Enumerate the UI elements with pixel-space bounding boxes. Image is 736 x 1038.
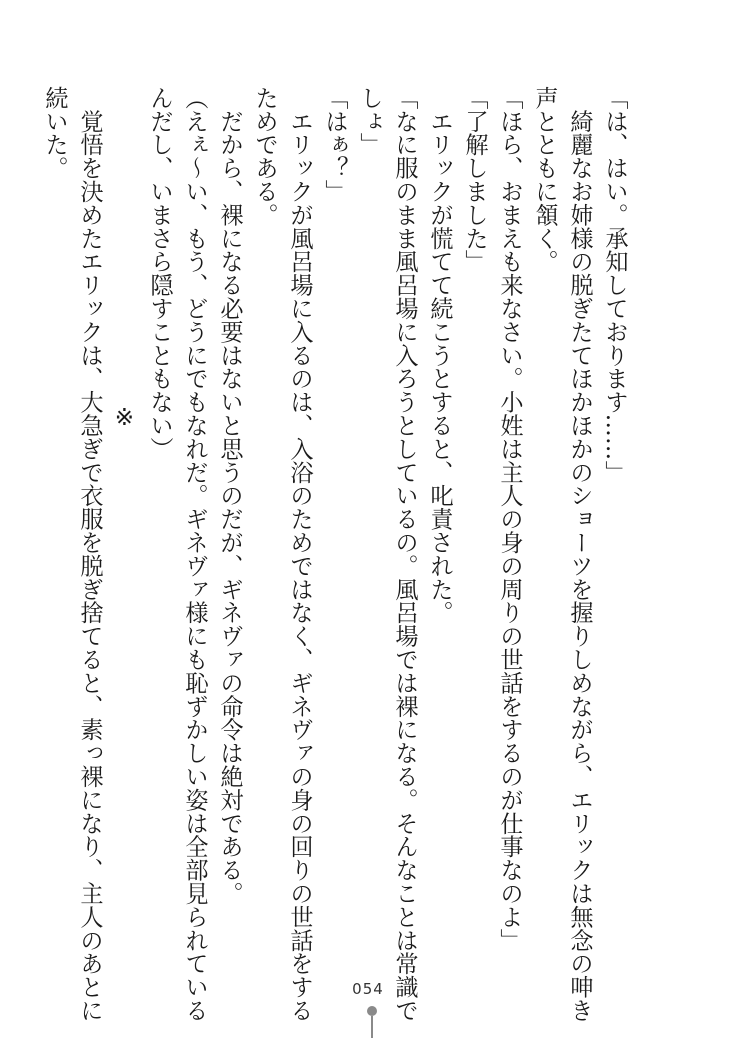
text-line: ためである。: [251, 86, 278, 227]
text-line: エリックが風呂場に入るのは、入浴のためではなく、ギネヴァの身の回りの世話をする: [286, 86, 313, 1022]
text-line: 「なに服のまま風呂場に入ろうとしているの。風呂場では裸になる。そんなことは常識で: [391, 86, 418, 1022]
text-line: 「了解しました」: [461, 86, 488, 274]
text-line: 「はぁ？」: [321, 86, 348, 203]
page-number: 054: [352, 980, 384, 998]
page-marker-dot: [367, 1006, 377, 1016]
text-line: 綺麗なお姉様の脱ぎたてほかほかのショーツを握りしめながら、エリックは無念の呻き: [566, 86, 593, 1022]
text-line: だから、裸になる必要はないと思うのだが、ギネヴァの命令は絶対である。: [216, 86, 243, 905]
page-marker-icon: [367, 1006, 377, 1038]
text-line: 「は、はい。承知しております……」: [601, 86, 628, 484]
text-line: 続いた。: [41, 86, 68, 180]
text-line: 「ほら、おまえも来なさい。小姓は主人の身の周りの世話をするのが仕事なのよ」: [496, 86, 523, 952]
text-line: （えぇ〜い、もう、どうにでもなれだ。ギネヴァ様にも恥ずかしい姿は全部見られている: [181, 86, 208, 1022]
page-marker-stem: [371, 1016, 373, 1038]
section-break-mark: ※: [111, 404, 138, 432]
text-line: 覚悟を決めたエリックは、大急ぎで衣服を脱ぎ捨てると、素っ裸になり、主人のあとに: [76, 86, 103, 1022]
text-line: しょ」: [356, 86, 383, 157]
text-line: エリックが慌てて続こうとすると、叱責された。: [426, 86, 453, 625]
text-line: 声とともに頷く。: [531, 86, 558, 274]
text-line: んだし、いまさら隠すこともない）: [146, 86, 173, 461]
